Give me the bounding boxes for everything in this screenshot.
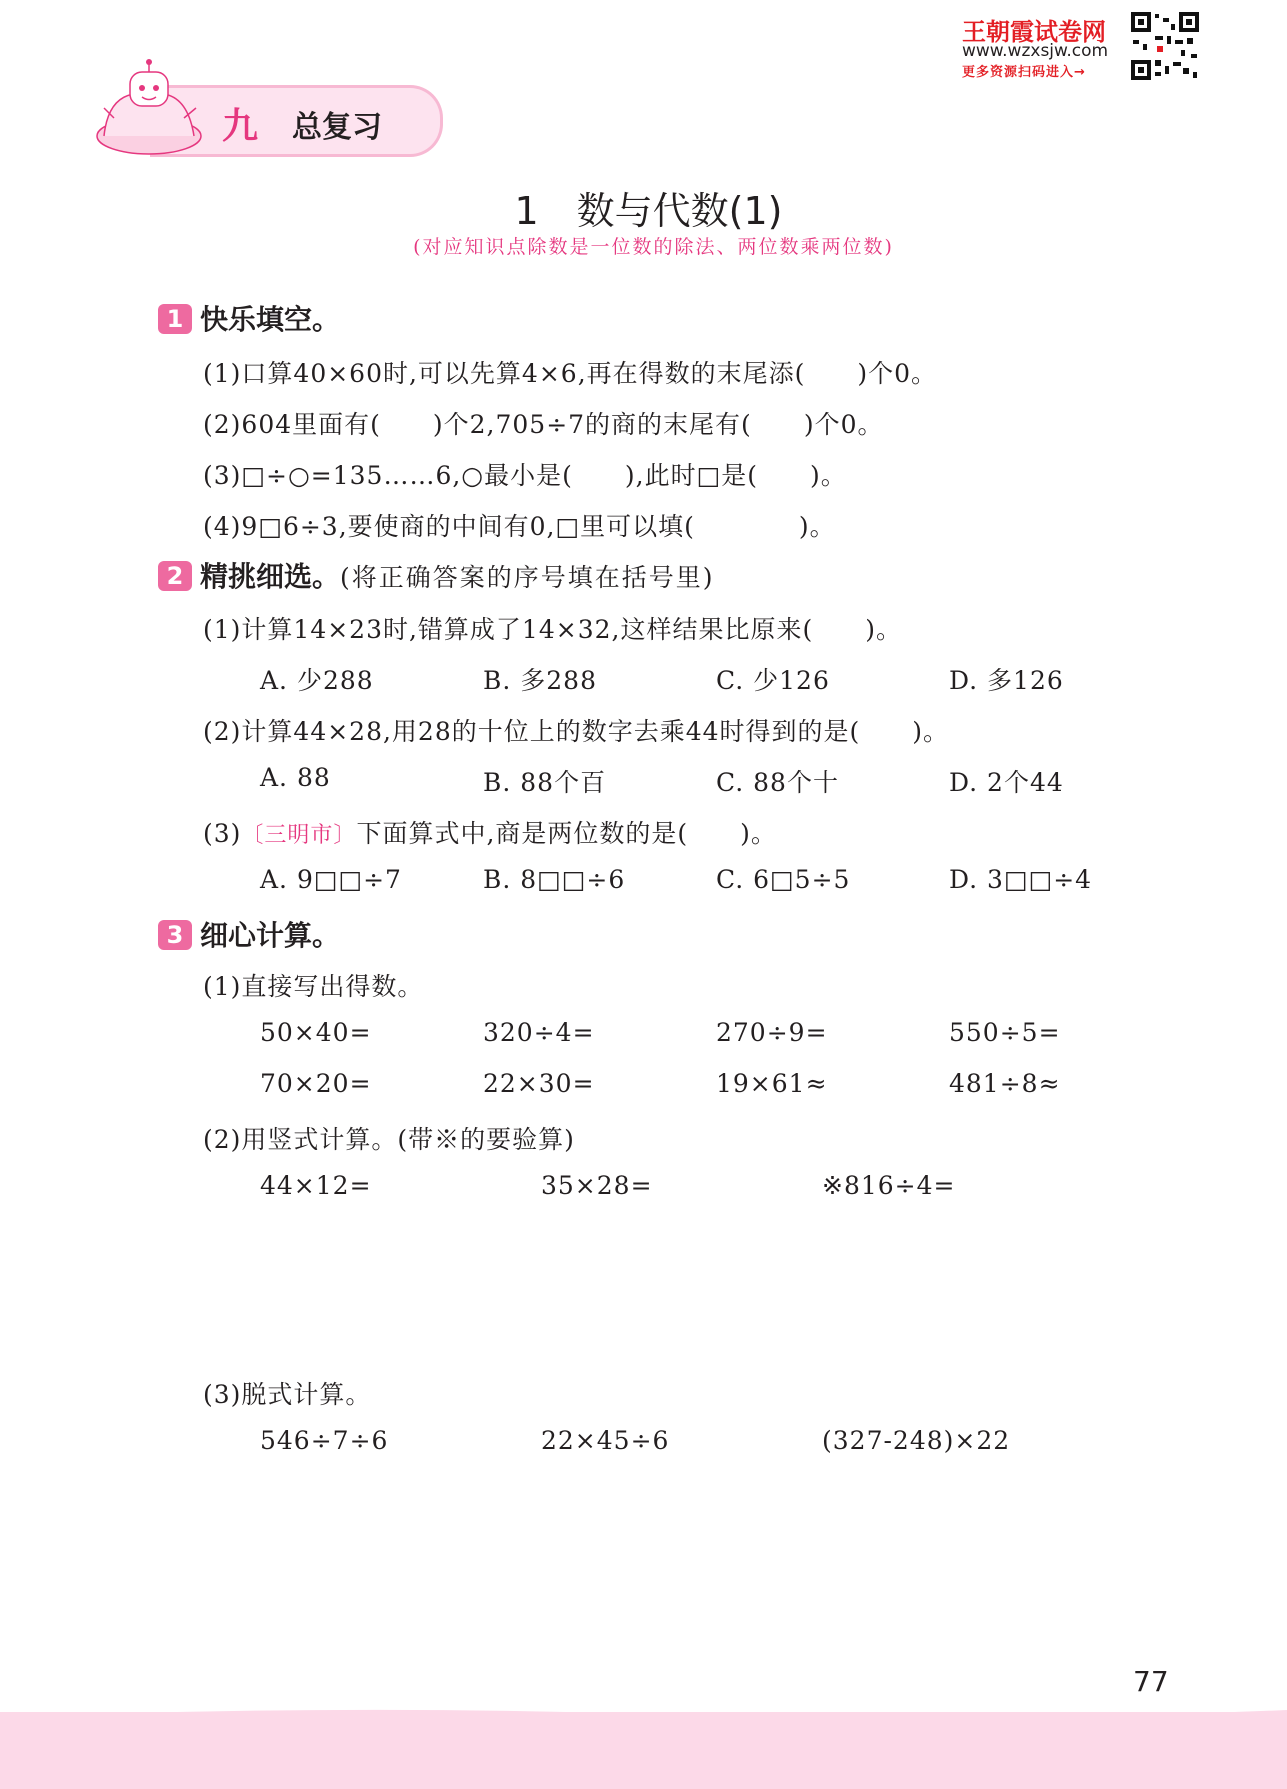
qr-code-icon[interactable] xyxy=(1131,12,1199,80)
chapter-number: 九 xyxy=(222,106,259,147)
section-2-note: (将正确答案的序号填在括号里) xyxy=(340,563,715,592)
s3-p2-item: 35×28= xyxy=(541,1171,653,1200)
s1-question-1: (1)口算40×60时,可以先算4×6,再在得数的末尾添( )个0。 xyxy=(203,359,938,388)
section-2-number: 2 xyxy=(158,561,192,591)
s3-p1-item: 481÷8≈ xyxy=(949,1069,1061,1098)
footer-band xyxy=(0,1712,1287,1789)
s2-q3-option-b: B. 8□□÷6 xyxy=(483,865,626,894)
s2-q3-stem: 下面算式中,商是两位数的是( )。 xyxy=(356,819,777,848)
s2-q1-option-a: A. 少288 xyxy=(260,666,374,695)
section-1-number: 1 xyxy=(158,304,192,334)
s2-q2-option-d: D. 2个44 xyxy=(949,768,1064,797)
s2-q3-option-c: C. 6□5÷5 xyxy=(716,865,851,894)
page-number: 77 xyxy=(1133,1665,1169,1698)
section-1-title: 快乐填空。 xyxy=(200,303,341,336)
s3-p1-item: 270÷9= xyxy=(716,1018,828,1047)
s3-p1-item: 19×61≈ xyxy=(716,1069,828,1098)
s3-p2-item: ※816÷4= xyxy=(822,1171,956,1200)
s3-part-3-label: (3)脱式计算。 xyxy=(203,1380,372,1409)
s3-p1-item: 550÷5= xyxy=(949,1018,1061,1047)
s2-q3-prefix: (3) xyxy=(203,819,242,848)
s3-p1-item: 50×40= xyxy=(260,1018,372,1047)
s2-q3-option-d: D. 3□□÷4 xyxy=(949,865,1093,894)
s2-q2-option-a: A. 88 xyxy=(260,763,331,792)
brand-more-link[interactable]: 更多资源扫码进入→ xyxy=(962,65,1086,80)
lesson-subtitle: (对应知识点除数是一位数的除法、两位数乘两位数) xyxy=(413,236,894,258)
s3-p3-item: (327-248)×22 xyxy=(822,1426,1011,1455)
chapter-title: 总复习 xyxy=(292,110,382,145)
brand-name: 王朝霞试卷网 xyxy=(962,18,1106,46)
mascot-illustration-icon xyxy=(84,58,214,158)
section-2-title: 精挑细选。 xyxy=(200,560,341,593)
s1-question-2: (2)604里面有( )个2,705÷7的商的末尾有( )个0。 xyxy=(203,410,884,439)
s3-p2-item: 44×12= xyxy=(260,1171,372,1200)
s2-q1-option-b: B. 多288 xyxy=(483,666,597,695)
s2-question-1-stem: (1)计算14×23时,错算成了14×32,这样结果比原来( )。 xyxy=(203,615,902,644)
s1-question-4: (4)9□6÷3,要使商的中间有0,□里可以填( )。 xyxy=(203,512,836,541)
s3-p3-item: 22×45÷6 xyxy=(541,1426,670,1455)
lesson-title: 1 数与代数(1) xyxy=(514,189,783,233)
s2-q2-option-c: C. 88个十 xyxy=(716,768,839,797)
s3-part-1-label: (1)直接写出得数。 xyxy=(203,972,424,1001)
s2-q3-option-a: A. 9□□÷7 xyxy=(260,865,402,894)
s2-q1-option-d: D. 多126 xyxy=(949,666,1064,695)
section-3-number: 3 xyxy=(158,920,192,950)
s2-question-2-stem: (2)计算44×28,用28的十位上的数字去乘44时得到的是( )。 xyxy=(203,717,950,746)
section-1-header xyxy=(158,298,340,338)
section-2-header xyxy=(158,555,715,595)
s3-part-2-label: (2)用竖式计算。(带※的要验算) xyxy=(203,1125,575,1154)
s2-question-3 xyxy=(203,814,777,850)
s1-question-3: (3)□÷○=135……6,○最小是( ),此时□是( )。 xyxy=(203,461,847,490)
s2-q2-option-b: B. 88个百 xyxy=(483,768,607,797)
s2-q3-region-tag: 〔三明市〕 xyxy=(241,823,357,848)
section-3-header xyxy=(158,914,340,954)
s3-p1-item: 70×20= xyxy=(260,1069,372,1098)
s3-p1-item: 320÷4= xyxy=(483,1018,595,1047)
brand-url: www.wzxsjw.com xyxy=(962,41,1109,61)
s2-q1-option-c: C. 少126 xyxy=(716,666,830,695)
s3-p3-item: 546÷7÷6 xyxy=(260,1426,389,1455)
section-3-title: 细心计算。 xyxy=(200,919,341,952)
s3-p1-item: 22×30= xyxy=(483,1069,595,1098)
